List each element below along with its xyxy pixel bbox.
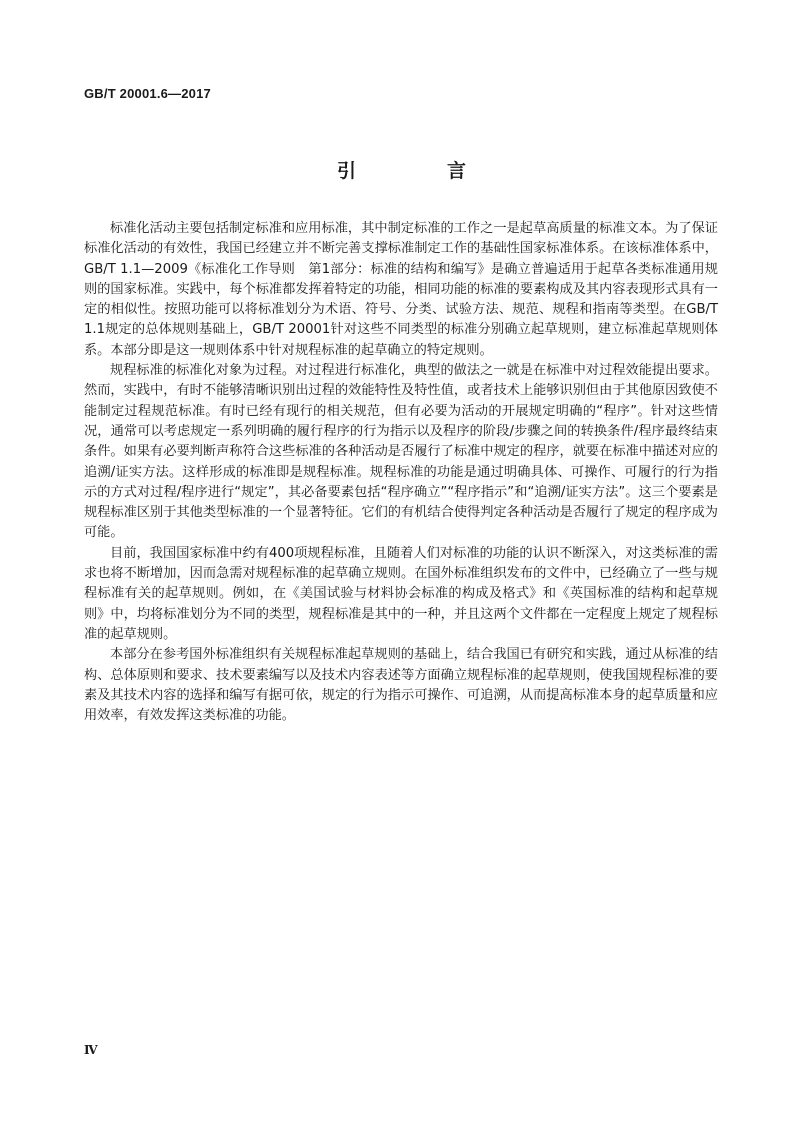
document-code: GB/T 20001.6—2017	[84, 86, 211, 101]
paragraph-2: 规程标准的标准化对象为过程。对过程进行标准化，典型的做法之一就是在标准中对过程效能提出要求。然而，实践中，有时不能够清晰识别出过程的效能特性及特性值，或者技术上能够识别但由于其他原因致使不能制定过程规范标准。有时已经有现行的相关规范，但有必要为活动的开展规定明确的“程序”。针对这些情况，通常可以考虑规定一系列明确的履行程序的行为指示以及程序的阶段/步骤之间的转换条件/程序最终结束条件。如果有必要判断声称符合这些标准的各种活动是否履行了标准中规定的程序，就要在标准中描述对应的追溯/证实方法。这样形成的标准即是规程标准。规程标准的功能是通过明确具体、可操作、可履行的行为指示的方式对过程/程序进行“规定”，其必备要素包括“程序确立”“程序指示”和“追溯/证实方法”。这三个要素是规程标准区别于其他类型标准的一个显著特征。它们的有机结合使得判定各种活动是否履行了规定的程序成为可能。	[84, 363, 718, 541]
paragraph-4: 本部分在参考国外标准组织有关规程标准起草规则的基础上，结合我国已有研究和实践，通过从标准的结构、总体原则和要求、技术要素编写以及技术内容表述等方面确立规程标准的起草规则，使我国规程标准的要素及其技术内容的选择和编写有据可依，规定的行为指示可操作、可追溯，从而提高标准本身的起草质量和应用效率，有效发挥这类标准的功能。	[84, 647, 718, 724]
section-title: 引 言	[336, 160, 502, 182]
paragraph-1: 标准化活动主要包括制定标准和应用标准，其中制定标准的工作之一是起草高质量的标准文本。为了保证标准化活动的有效性，我国已经建立并不断完善支撑标准制定工作的基础性国家标准体系。在该标准体系中，GB/T 1.1—2009《标准化工作导则 第1部分：标准的结构和编写》是确立普遍适用于起草各类标准通用规则的国家标准。实践中，每个标准都发挥着特定的功能，相同功能的标准的要素构成及其内容表现形式具有一定的相似性。按照功能可以将标准划分为术语、符号、分类、试验方法、规范、规程和指南等类型。在GB/T 1.1规定的总体规则基础上，GB/T 20001针对这些不同类型的标准分别确立起草规则，建立标准起草规则体系。本部分即是这一规则体系中针对规程标准的起草确立的特定规则。	[84, 221, 718, 358]
page-number: Ⅳ	[84, 1043, 98, 1057]
paragraph-3: 目前，我国国家标准中约有400项规程标准，且随着人们对标准的功能的认识不断深入，对这类标准的需求也将不断增加，因而急需对规程标准的起草确立规则。在国外标准组织发布的文件中，已经确立了一些与规程标准有关的起草规则。例如，在《美国试验与材料协会标准的构成及格式》和《英国标准的结构和起草规则》中，均将标准划分为不同的类型，规程标准是其中的一种，并且这两个文件都在一定程度上规定了规程标准的起草规则。	[84, 545, 718, 642]
introduction-body	[84, 219, 718, 726]
